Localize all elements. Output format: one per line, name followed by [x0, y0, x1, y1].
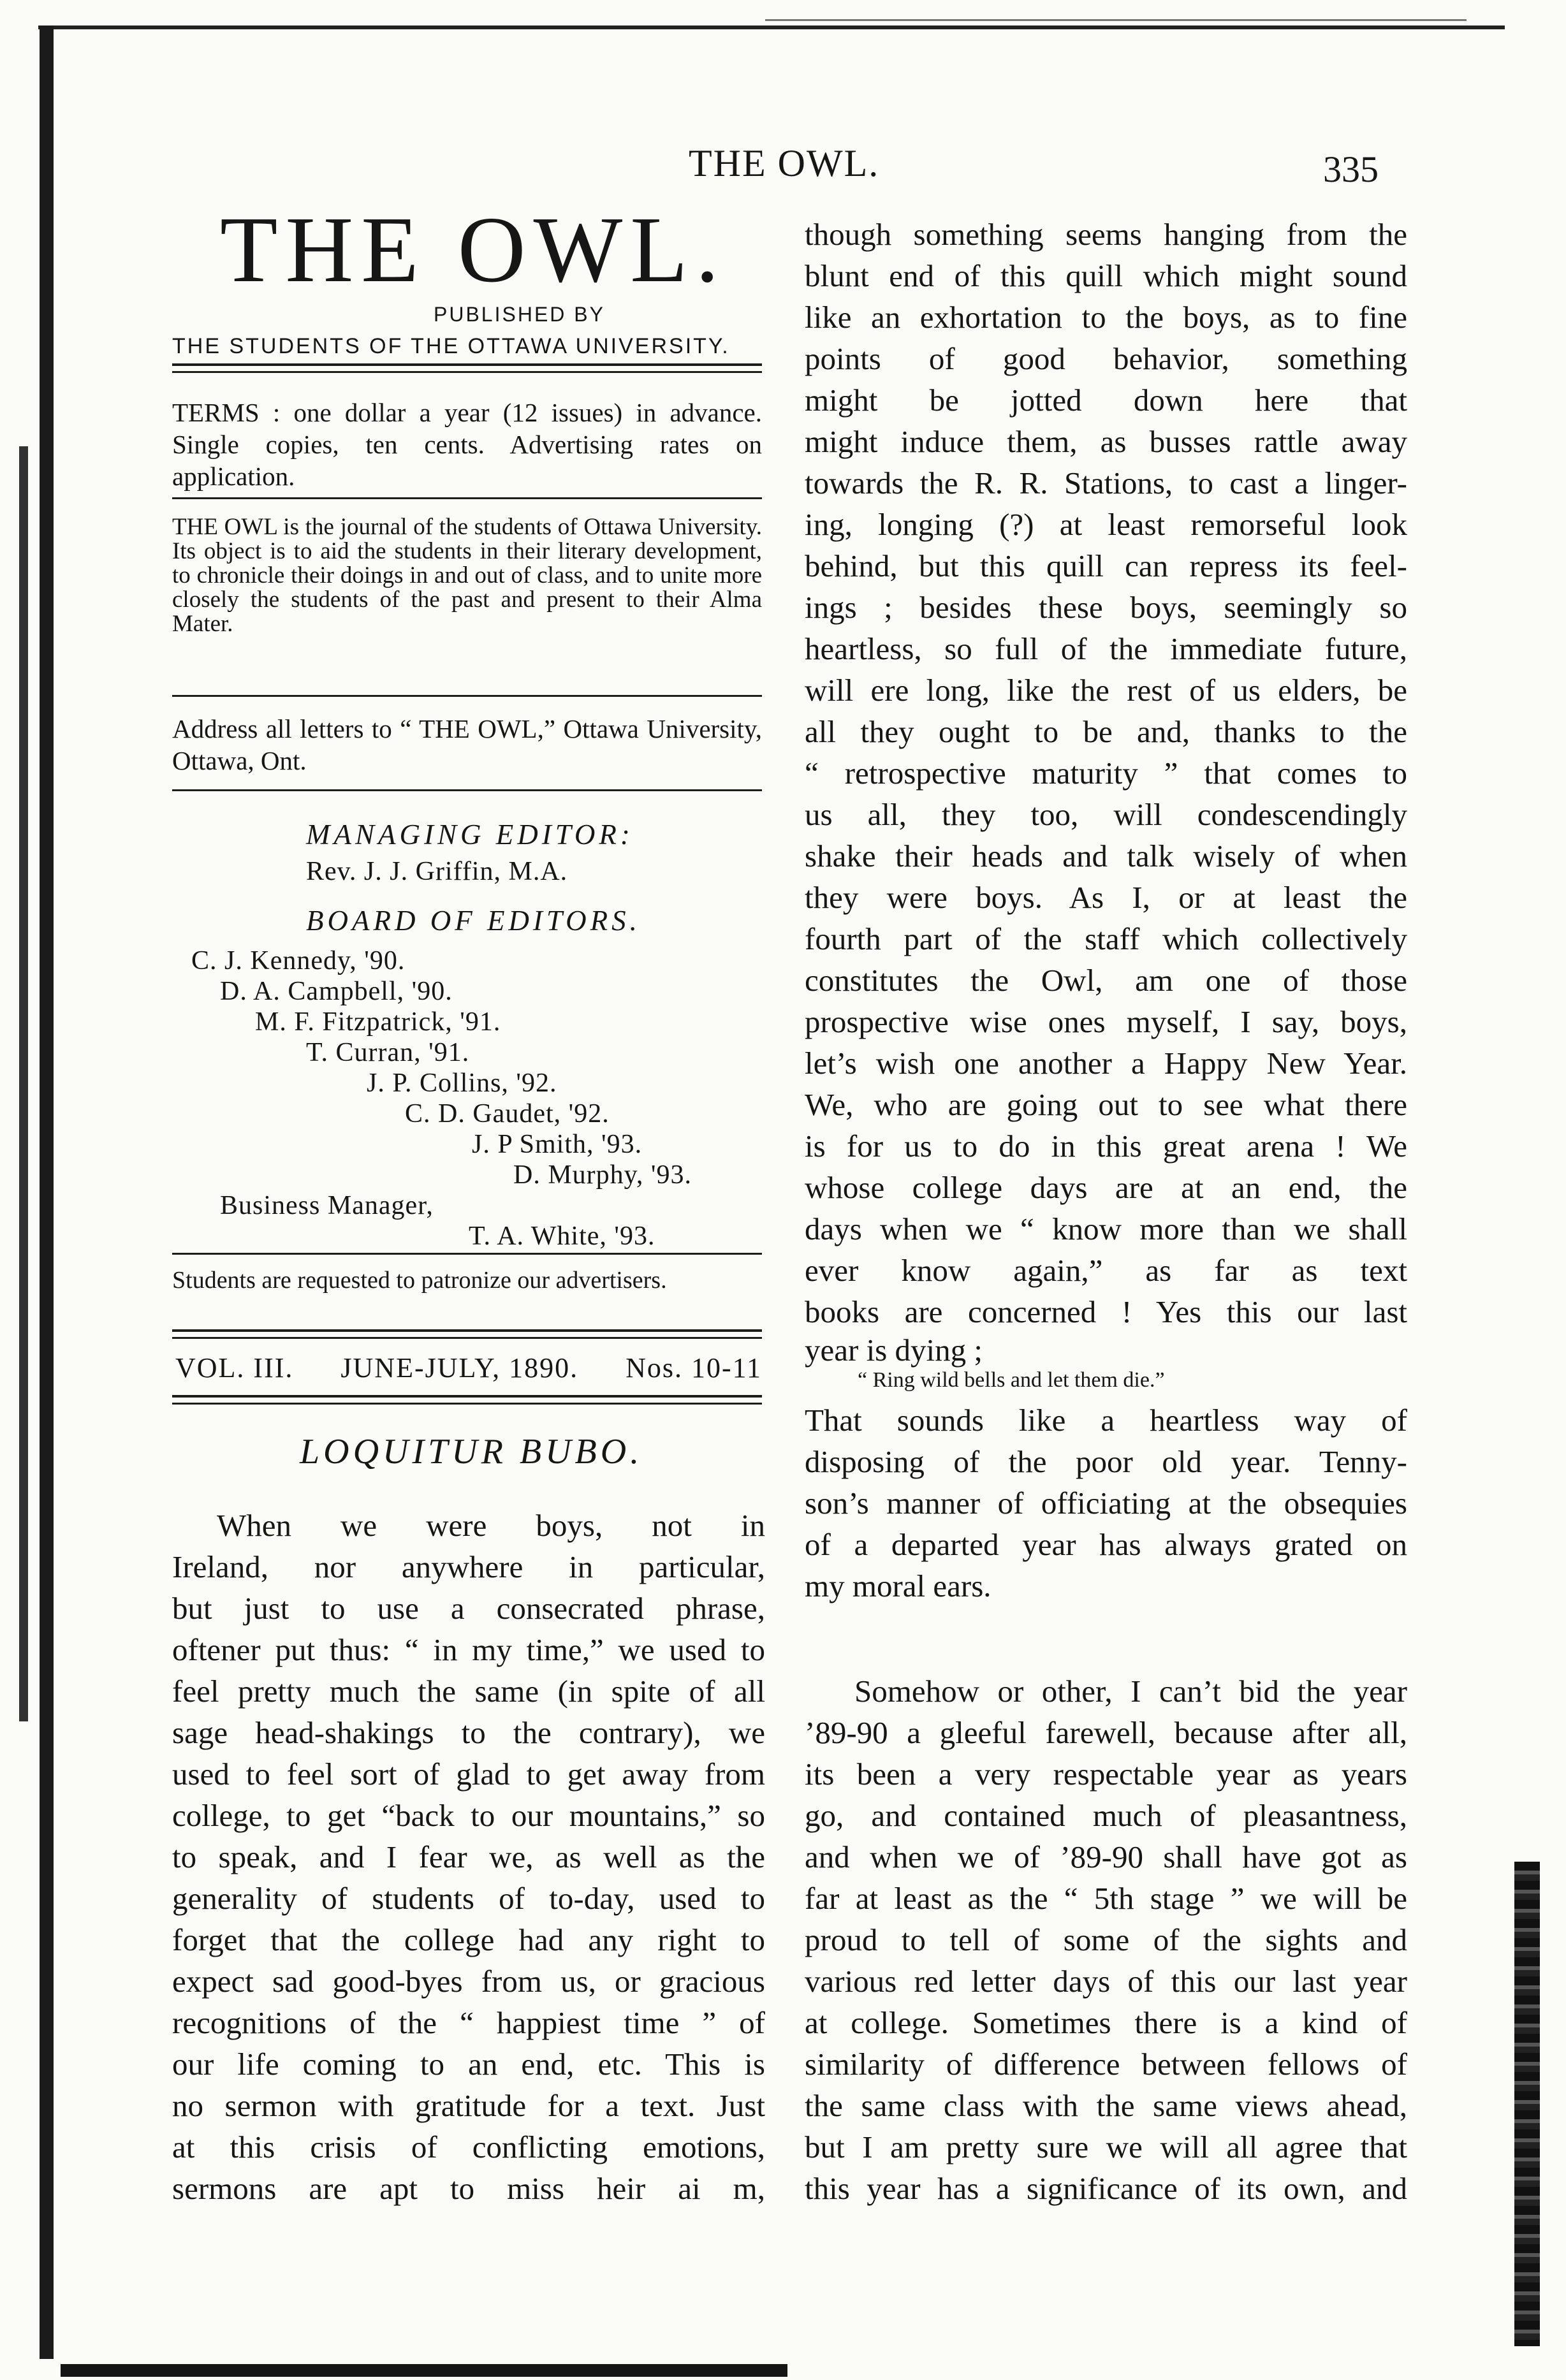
- body-line: sage head-shakings to the contrary), we: [172, 1715, 765, 1750]
- body-line: Ireland, nor anywhere in particular,: [172, 1549, 765, 1584]
- body-line: but I am pretty sure we will all agree that: [805, 2129, 1407, 2165]
- body-line: heartless, so full of the immediate future,: [805, 631, 1407, 666]
- rule-issue-top-2: [172, 1337, 762, 1339]
- body-line: might be jotted down here that: [805, 383, 1407, 418]
- body-line: at this crisis of conflicting emotions,: [172, 2129, 765, 2165]
- body-line: generality of students of to-day, used to: [172, 1881, 765, 1916]
- rule-about: [172, 695, 762, 697]
- scan-edge-right: [1514, 1862, 1540, 2346]
- body-line: but just to use a consecrated phrase,: [172, 1591, 765, 1626]
- body-line: points of good behavior, something: [805, 341, 1407, 376]
- publisher: THE STUDENTS OF THE OTTAWA UNIVERSITY.: [172, 334, 730, 358]
- managing-editor-heading: MANAGING EDITOR:: [306, 819, 634, 851]
- body-line: my moral ears.: [805, 1568, 992, 1603]
- published-by: PUBLISHED BY: [434, 303, 605, 326]
- board-editor: J. P. Collins, '92.: [367, 1069, 557, 1098]
- body-line: college, to get “back to our mountains,” so: [172, 1798, 765, 1833]
- body-line: us all, they too, will condescendingly: [805, 797, 1407, 832]
- body-line: blunt end of this quill which might sound: [805, 258, 1407, 293]
- board-editor: D. A. Campbell, '90.: [220, 977, 453, 1006]
- body-line: son’s manner of officiating at the obsequies: [805, 1486, 1407, 1521]
- scan-edge-left-shadow: [19, 446, 28, 1721]
- body-line: recognitions of the “ happiest time ” of: [172, 2005, 765, 2040]
- terms-notice: TERMS : one dollar a year (12 issues) in advance. Single copies, ten cents. Advertising rates on application.: [172, 398, 762, 491]
- body-line: the same class with the same views ahead,: [805, 2088, 1407, 2123]
- board-editor: M. F. Fitzpatrick, '91.: [255, 1007, 501, 1037]
- rule-terms: [172, 497, 762, 499]
- body-line: towards the R. R. Stations, to cast a linger-: [805, 465, 1407, 500]
- body-line: is for us to do in this great arena ! We: [805, 1128, 1407, 1164]
- board-editor: C. J. Kennedy, '90.: [191, 946, 406, 975]
- body-line: used to feel sort of glad to get away from: [172, 1756, 765, 1792]
- body-line: ings ; besides these boys, seemingly so: [805, 590, 1407, 625]
- body-line: We, who are going out to see what there: [805, 1087, 1407, 1122]
- body-line: constitutes the Owl, am one of those: [805, 963, 1407, 998]
- scan-edge-bottom: [61, 2364, 787, 2377]
- board-editor: C. D. Gaudet, '92.: [405, 1099, 610, 1128]
- body-line: sermons are apt to miss heir ai m,: [172, 2171, 765, 2206]
- body-line: our life coming to an end, etc. This is: [172, 2047, 765, 2082]
- body-line: might induce them, as busses rattle away: [805, 424, 1407, 459]
- body-line: year is dying ;: [805, 1332, 983, 1368]
- address-notice: Address all letters to “ THE OWL,” Ottawa University, Ottawa, Ont.: [172, 714, 762, 775]
- body-line: When we were boys, not in: [217, 1508, 765, 1543]
- body-line: its been a very respectable year as years: [805, 1756, 1407, 1792]
- body-line: let’s wish one another a Happy New Year.: [805, 1046, 1407, 1081]
- body-line: proud to tell of some of the sights and: [805, 1922, 1407, 1957]
- body-line: oftener put thus: “ in my time,” we used to: [172, 1632, 765, 1667]
- page-number: 335: [1323, 149, 1379, 190]
- body-line: disposing of the poor old year. Tenny-: [805, 1444, 1407, 1479]
- body-line: days when we “ know more than we shall: [805, 1211, 1407, 1246]
- body-line: whose college days are at an end, the: [805, 1170, 1407, 1205]
- body-line: books are concerned ! Yes this our last: [805, 1294, 1407, 1329]
- body-line: behind, but this quill can repress its feel-: [805, 548, 1407, 583]
- body-line: forget that the college had any right to: [172, 1922, 765, 1957]
- body-line: at college. Sometimes there is a kind of: [805, 2005, 1407, 2040]
- body-line: feel pretty much the same (in spite of all: [172, 1674, 765, 1709]
- masthead-title: THE OWL.: [220, 198, 727, 302]
- scan-edge-top-faint: [765, 19, 1467, 21]
- body-line: That sounds like a heartless way of: [805, 1403, 1407, 1438]
- scan-edge-left: [40, 26, 54, 2359]
- issue-date: JUNE-JULY, 1890.: [340, 1352, 579, 1383]
- body-line: they were boys. As I, or at least the: [805, 880, 1407, 915]
- masthead-rule-2: [172, 371, 762, 373]
- body-line: Somehow or other, I can’t bid the year: [854, 1674, 1407, 1709]
- business-manager-name: T. A. White, '93.: [469, 1222, 655, 1251]
- advertisers-note: Students are requested to patronize our advertisers.: [172, 1267, 667, 1294]
- masthead-rule-1: [172, 363, 762, 366]
- issue-volume: VOL. III.: [175, 1352, 294, 1383]
- body-line: will ere long, like the rest of us elders, be: [805, 673, 1407, 708]
- issue-numbers: Nos. 10-11: [626, 1352, 762, 1383]
- board-editor: T. Curran, '91.: [306, 1038, 470, 1067]
- rule-issue-top-1: [172, 1329, 762, 1332]
- body-line: this year has a significance of its own, and: [805, 2171, 1407, 2206]
- board-editor: J. P Smith, '93.: [472, 1130, 643, 1159]
- about-notice: THE OWL is the journal of the students of Ottawa University. Its object is to aid the students in their literary development, to chronicle their doings in and out of class, and to unite more closely the students of the past and present to their Alma Mater.: [172, 514, 762, 637]
- rule-issue-bottom-2: [172, 1403, 762, 1405]
- issue-line: [175, 1352, 762, 1384]
- body-line: ’89-90 a gleeful farewell, because after all,: [805, 1715, 1407, 1750]
- body-line: “ retrospective maturity ” that comes to: [805, 756, 1407, 791]
- running-head: THE OWL.: [689, 142, 880, 184]
- body-line: of a departed year has always grated on: [805, 1527, 1407, 1562]
- body-line: ing, longing (?) at least remorseful look: [805, 507, 1407, 542]
- rule-issue-bottom-1: [172, 1395, 762, 1398]
- body-line: like an exhortation to the boys, as to fine: [805, 300, 1407, 335]
- body-line: though something seems hanging from the: [805, 217, 1407, 252]
- body-line: far at least as the “ 5th stage ” we will be: [805, 1881, 1407, 1916]
- scan-edge-top: [38, 26, 1505, 29]
- body-line: ever know again,” as far as text: [805, 1253, 1407, 1288]
- body-line: fourth part of the staff which collectively: [805, 921, 1407, 956]
- body-line: all they ought to be and, thanks to the: [805, 714, 1407, 749]
- rule-editors: [172, 1253, 762, 1255]
- board-heading: BOARD OF EDITORS.: [306, 905, 641, 937]
- body-line: shake their heads and talk wisely of when: [805, 838, 1407, 873]
- business-manager-label: Business Manager,: [220, 1191, 434, 1220]
- body-line: various red letter days of this our last year: [805, 1964, 1407, 1999]
- article-title: LOQUITUR BUBO.: [300, 1432, 643, 1471]
- managing-editor-name: Rev. J. J. Griffin, M.A.: [306, 857, 568, 886]
- body-line: no sermon with gratitude for a text. Just: [172, 2088, 765, 2123]
- body-line: go, and contained much of pleasantness,: [805, 1798, 1407, 1833]
- body-line: and when we of ’89-90 shall have got as: [805, 1839, 1407, 1874]
- body-line: expect sad good-byes from us, or gracious: [172, 1964, 765, 1999]
- body-line: similarity of difference between fellows of: [805, 2047, 1407, 2082]
- body-line: prospective wise ones myself, I say, boys,: [805, 1004, 1407, 1039]
- board-editor: D. Murphy, '93.: [513, 1160, 692, 1190]
- body-line: to speak, and I fear we, as well as the: [172, 1839, 765, 1874]
- tennyson-quote: “ Ring wild bells and let them die.”: [858, 1368, 1165, 1392]
- rule-address: [172, 789, 762, 791]
